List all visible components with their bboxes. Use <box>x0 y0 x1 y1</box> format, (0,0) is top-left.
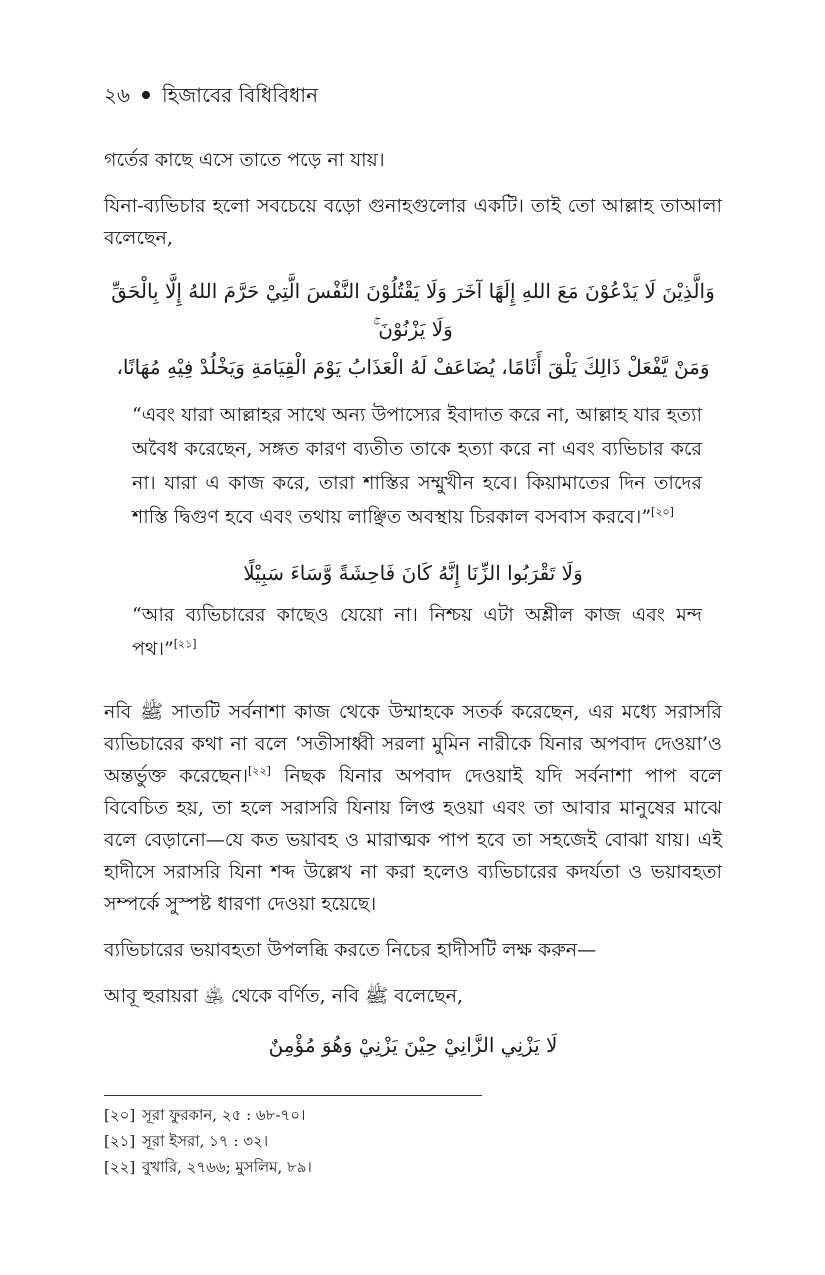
paragraph-5: আবূ হুরায়রা ﵁ থেকে বর্ণিত, নবি ﷺ বলেছেন, <box>104 985 463 1007</box>
paragraph-3-part-a: নবি ﷺ সাতটি সর্বনাশা কাজ থেকে উম্মাহকে সতর্ক করেছেন, এর মধ্যে সরাসরি ব্যভিচারের কথা না বলে ‘সতীসাধ্বী সরলা মুমিন নারীকে যিনার অপবাদ দেওয়া’ও অন্তর্ভুক্ত করেছেন। <box>104 701 722 787</box>
paragraph-1: গর্তের কাছে এসে তাতে পড়ে না যায়। <box>104 149 385 171</box>
footnote-22 <box>104 1154 722 1180</box>
footnote-text: সূরা ফুরকান, ২৫ : ৬৮-৭০। <box>142 1106 306 1124</box>
footnote-number: [২০] <box>104 1106 136 1124</box>
translation-quote-2 <box>104 598 722 666</box>
quote-2-text: “আর ব্যভিচারের কাছেও যেয়ো না। নিশ্চয় এটা অশ্লীল কাজ এবং মন্দ পথ।” <box>132 604 702 660</box>
footnote-number: [২১] <box>104 1132 136 1150</box>
footnote-divider <box>104 1095 482 1096</box>
arabic-verse-1-line-2: وَمَنْ يَّفْعَلْ ذَالِكَ يَلْقَ أَثَامًا، يُضَاعَفْ لَهُ الْعَذَابُ يَوْمَ الْقِيَامَةِ وَيَخْلُدْ فِيْهِ مُهَانًا، <box>116 355 710 379</box>
translation-quote-1 <box>104 398 722 534</box>
footnote-text: সূরা ইসরা, ১৭ : ৩২। <box>142 1132 269 1150</box>
footnote-ref-20[interactable]: [২০] <box>651 505 674 519</box>
footnotes <box>104 1102 722 1180</box>
paragraph-3 <box>104 696 722 920</box>
arabic-hadith: لَا يَزْنِي الزَّانِيْ حِيْنَ يَزْنِيْ وَهُوَ مُؤْمِنٌ <box>268 1033 558 1057</box>
footnote-20 <box>104 1102 722 1128</box>
main-text <box>104 144 722 1064</box>
quote-1-text: “এবং যারা আল্লাহর সাথে অন্য উপাস্যের ইবাদাত করে না, আল্লাহ যার হত্যা অবৈধ করেছেন, সঙ্গত কারণ ব্যতীত তাকে হত্যা করে না এবং ব্যভিচার করে না। যারা এ কাজ করে, তারা শাস্তির সম্মুখীন হবে। কিয়ামাতের দিন তাদের শাস্তি দ্বিগুণ হবে এবং তথায় লাঞ্ছিত অবস্থায় চিরকাল বসবাস করবে।” <box>132 404 702 528</box>
bullet-dot-icon <box>142 91 150 99</box>
paragraph-4: ব্যভিচারের ভয়াবহতা উপলব্ধি করতে নিচের হাদীসটি লক্ষ করুন— <box>104 939 597 961</box>
running-header <box>104 80 318 110</box>
paragraph-2: যিনা-ব্যভিচার হলো সবচেয়ে বড়ো গুনাহগুলোর একটি। তাই তো আল্লাহ তাআলা বলেছেন, <box>104 195 722 249</box>
page-number: ২৬ <box>104 83 131 107</box>
footnote-ref-21[interactable]: [২১] <box>173 637 197 651</box>
footnote-ref-22[interactable]: [২২] <box>248 764 271 778</box>
arabic-verse-1 <box>104 272 722 386</box>
arabic-verse-2: وَلَا تَقْرَبُوا الزِّنَا إِنَّهُ كَانَ فَاحِشَةً وَّسَاءَ سَبِيْلًا <box>243 561 583 585</box>
footnote-text: বুখারি, ২৭৬৬; মুসলিম, ৮৯। <box>142 1158 312 1176</box>
footnote-21 <box>104 1128 722 1154</box>
book-page <box>104 0 722 1275</box>
paragraph-3-part-b: নিছক যিনার অপবাদ দেওয়াই যদি সর্বনাশা পাপ বলে বিবেচিত হয়, তা হলে সরাসরি যিনায় লিপ্ত হওয়া এবং তা আবার মানুষের মাঝে বলে বেড়ানো—যে কত ভয়াবহ ও মারাত্মক পাপ হবে তা সহজেই বোঝা যায়। এই হাদীসে সরাসরি যিনা শব্দ উল্লেখ না করা হলেও ব্যভিচারের কদর্যতা ও ভয়াবহতা সম্পর্কে সুস্পষ্ট ধারণা দেওয়া হয়েছে। <box>104 765 722 915</box>
book-title: হিজাবের বিধিবিধান <box>162 83 319 107</box>
arabic-verse-1-line-1: وَالَّذِيْنَ لَا يَدْعُوْنَ مَعَ اللهِ إِلَهًا آخَرَ وَلَا يَقْتُلُوْنَ النَّفْسَ الَّتِيْ حَرَّمَ اللهُ إِلَّا بِالْحَقِّ وَلَا يَزْنُوْنَ ۚ <box>111 279 715 341</box>
footnote-number: [২২] <box>104 1158 136 1176</box>
